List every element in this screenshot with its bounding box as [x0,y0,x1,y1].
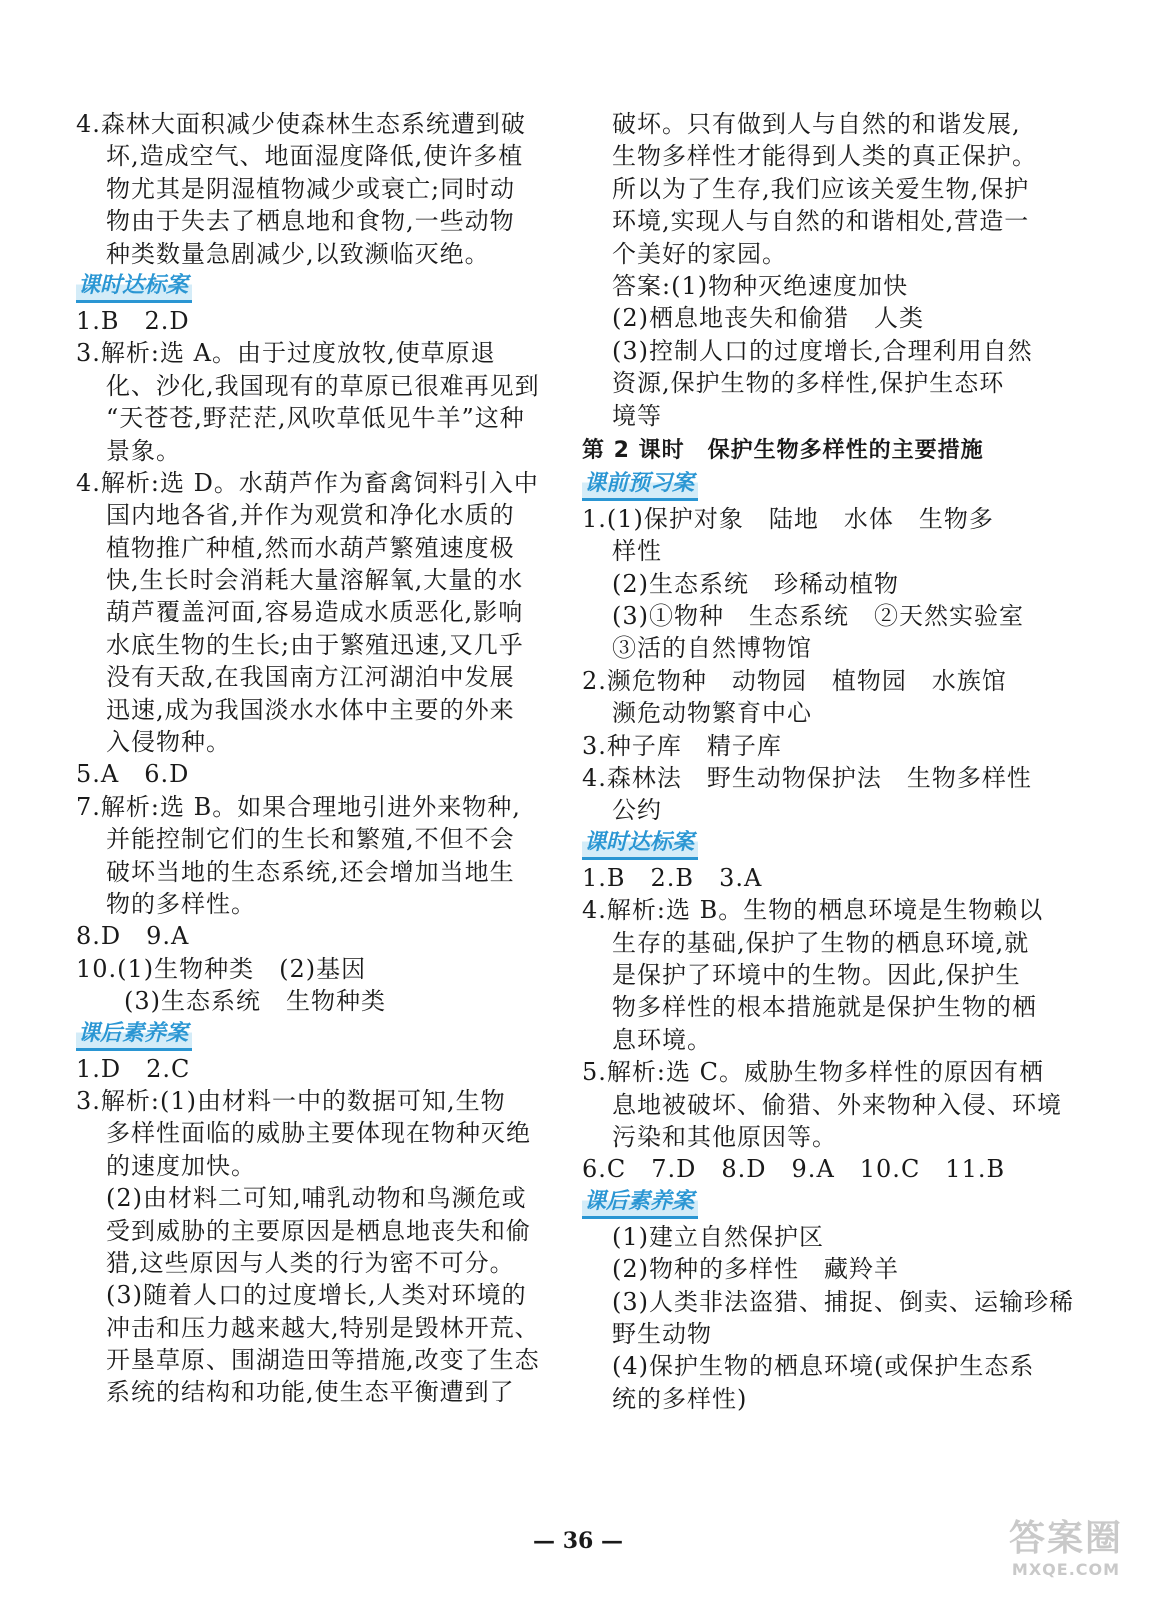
answer-line: 1.B 2.B 3.A [582,863,763,892]
answer-line: 3.解析:(1)由材料一中的数据可知,生物 [76,1086,506,1115]
answer-line: 1.B 2.D [76,306,190,335]
answer-line: 4.解析:选 D。水葫芦作为畜禽饲料引入中 [76,468,539,497]
answer-line: 生存的基础,保护了生物的栖息环境,就 [612,928,1030,957]
answer-line: 多样性面临的威胁主要体现在物种灭绝 [106,1119,531,1148]
answer-line: (2)栖息地丧失和偷猎 人类 [612,304,924,333]
answer-line: (3)控制人口的过度增长,合理利用自然 [612,336,1033,365]
answer-line: 种类数量急剧减少,以致濒临灭绝。 [106,239,490,268]
answer-line: 破坏。只有做到人与自然的和谐发展, [612,110,1021,138]
answer-line: 4.森林法 野生动物保护法 生物多样性 [582,764,1032,793]
right-column [582,108,1074,1415]
answer-line: (4)保护生物的栖息环境(或保护生态系 [612,1352,1035,1381]
answer-line: 公约 [612,796,662,825]
watermark-logo [996,1518,1136,1588]
page-number: — 36 — [533,1528,623,1554]
answer-line: 破坏当地的生态系统,还会增加当地生 [106,857,515,886]
answer-line: 答案:(1)物种灭绝速度加快 [612,271,909,300]
answer-line: 息环境。 [612,1025,712,1054]
lesson-title: 第 2 课时 保护生物多样性的主要措施 [582,437,984,463]
answer-line: 水底生物的生长;由于繁殖迅速,又几乎 [106,630,524,659]
watermark-bottom-text: MXQE.COM [1011,1560,1121,1579]
answer-line: 野生动物 [612,1319,712,1348]
answer-line: (3)随着人口的过度增长,人类对环境的 [106,1281,527,1310]
answer-line: 是保护了环境中的生物。因此,保护生 [612,960,1021,989]
answer-line: 系统的结构和功能,使生态平衡遭到了 [106,1378,515,1407]
answer-line: 并能控制它们的生长和繁殖,不但不会 [106,825,515,854]
answer-line: 物多样性的根本措施就是保护生物的栖 [612,993,1037,1022]
answer-line: 4.解析:选 B。生物的栖息环境是生物赖以 [582,896,1044,925]
answer-line: 冲击和压力越来越大,特别是毁林开荒、 [106,1313,540,1342]
answer-line: 没有天敌,在我国南方江河湖泊中发展 [106,663,515,692]
answer-line: 1.(1)保护对象 陆地 水体 生物多 [582,504,994,533]
answer-line: 个美好的家园。 [612,239,787,268]
answer-line: 化、沙化,我国现有的草原已很难再见到 [106,371,540,400]
answer-line: “天苍苍,野茫茫,风吹草低见牛羊”这种 [106,404,525,433]
answer-line: 入侵物种。 [106,728,231,757]
answer-line: 受到威胁的主要原因是栖息地丧失和偷 [106,1216,531,1245]
answer-line: 1.D 2.C [76,1054,191,1083]
answer-line: 3.解析:选 A。由于过度放牧,使草原退 [76,339,496,368]
watermark-top-text: 答案圈 [1008,1518,1123,1559]
answer-line: 的速度加快。 [106,1151,256,1180]
left-column [76,108,546,1409]
answer-line: 境等 [612,401,662,430]
answer-line: 8.D 9.A [76,922,190,951]
answer-line: ③活的自然博物馆 [612,634,812,663]
section-heading-preview: 课前预习案 [582,470,698,501]
answer-line: (2)生态系统 珍稀动植物 [612,569,899,598]
answer-line: 物尤其是阴湿植物减少或衰亡;同时动 [106,174,516,203]
section-heading-class-practice: 课时达标案 [76,272,192,303]
answer-line: 迅速,成为我国淡水水体中主要的外来 [106,695,515,724]
answer-line: 国内地各省,并作为观赏和净化水质的 [106,501,515,530]
answer-line: (3)①物种 生态系统 ②天然实验室 [612,602,1024,631]
answer-line: 5.解析:选 C。威胁生物多样性的原因有栖 [582,1058,1044,1087]
answer-line: 生物多样性才能得到人类的真正保护。 [612,142,1037,171]
section-heading-after-class: 课后素养案 [582,1188,698,1219]
answer-line: 息地被破坏、偷猎、外来物种入侵、环境 [612,1090,1062,1119]
answer-line: (2)物种的多样性 藏羚羊 [612,1255,899,1284]
answer-line: 所以为了生存,我们应该关爱生物,保护 [612,174,1030,203]
answer-line: 坏,造成空气、地面湿度降低,使许多植 [106,142,524,171]
answer-line: 4.森林大面积减少使森林生态系统遭到破 [76,110,526,138]
answer-line: 2.濒危物种 动物园 植物园 水族馆 [582,666,1007,695]
answer-line: 景象。 [106,436,181,465]
answer-line: 物由于失去了栖息地和食物,一些动物 [106,207,515,236]
section-heading-after-class: 课后素养案 [76,1020,192,1051]
answer-line: 快,生长时会消耗大量溶解氧,大量的水 [106,566,524,595]
answer-line: (3)生态系统 生物种类 [124,987,386,1016]
answer-line: 环境,实现人与自然的和谐相处,营造一 [612,207,1030,236]
answer-line: (1)建立自然保护区 [612,1222,824,1251]
answer-line: 植物推广种植,然而水葫芦繁殖速度极 [106,533,515,562]
answer-line: 开垦草原、围湖造田等措施,改变了生态 [106,1346,540,1375]
answer-line: 6.C 7.D 8.D 9.A 10.C 11.B [582,1155,1006,1184]
answer-line: (3)人类非法盗猎、捕捉、倒卖、运输珍稀 [612,1287,1074,1316]
answer-line: 濒危动物繁育中心 [612,699,812,728]
answer-line: 污染和其他原因等。 [612,1122,837,1151]
answer-line: 样性 [612,537,662,566]
section-heading-class-practice: 课时达标案 [582,829,698,860]
answer-line: (2)由材料二可知,哺乳动物和鸟濒危或 [106,1184,527,1213]
answer-line: 葫芦覆盖河面,容易造成水质恶化,影响 [106,598,524,627]
answer-line: 猎,这些原因与人类的行为密不可分。 [106,1248,515,1277]
answer-line: 资源,保护生物的多样性,保护生态环 [612,369,1005,398]
answer-line: 3.种子库 精子库 [582,731,782,760]
answer-line: 7.解析:选 B。如果合理地引进外来物种, [76,792,521,821]
answer-line: 10.(1)生物种类 (2)基因 [76,954,367,983]
answer-line: 统的多样性) [612,1384,748,1413]
answer-line: 5.A 6.D [76,760,190,789]
answer-line: 物的多样性。 [106,889,256,918]
